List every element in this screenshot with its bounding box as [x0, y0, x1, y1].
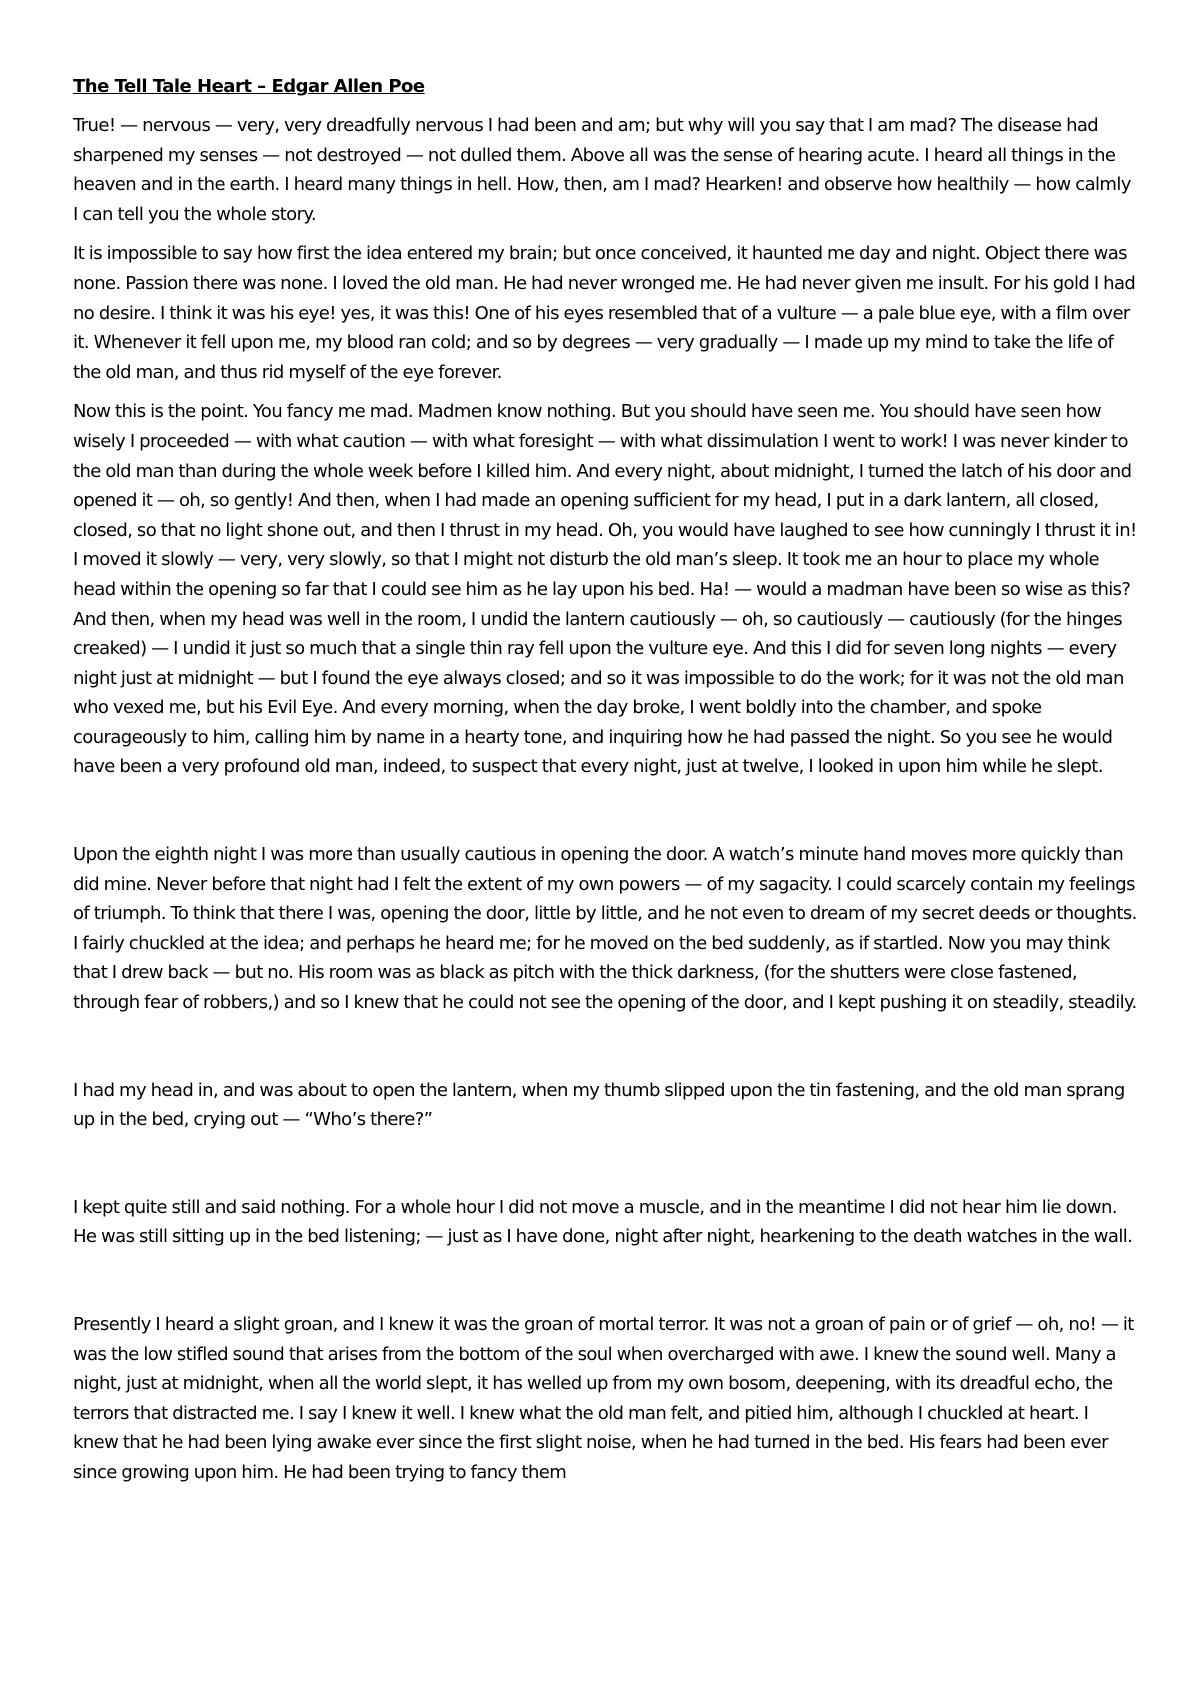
document-body — [73, 72, 1138, 1488]
paragraph-1: True! — nervous — very, very dreadfully nervous I had been and am; but why will you say that I am mad? The disease had sharpened my senses — not destroyed — not dulled them. Above all was the sense of hearing acute. I heard all things in the heaven and in the earth. I heard many things in hell. How, then, am I mad? Hearken! and observe how healthily — how calmly I can tell you the whole story. — [73, 115, 1131, 225]
paragraph-spacer — [73, 1252, 1138, 1310]
paragraph-spacer — [73, 387, 1138, 397]
paragraph-2: It is impossible to say how first the idea entered my brain; but once conceived, it haunted me day and night. Object there was none. Passion there was none. I loved the old man. He had never wronged me. He had never given me insult. For his gold I had no desire. I think it was his eye! yes, it was this! One of his eyes resembled that of a vulture — a pale blue eye, with a film over it. Whenever it fell upon me, my blood ran cold; and so by degrees — very gradually — I made up my mind to take the life of the old man, and thus rid myself of the eye forever. — [73, 243, 1136, 383]
paragraph-spacer — [73, 1135, 1138, 1193]
paragraph-spacer — [73, 229, 1138, 239]
paragraph-spacer — [73, 782, 1138, 840]
document-title: The Tell Tale Heart – Edgar Allen Poe — [73, 76, 425, 97]
paragraph-6: I kept quite still and said nothing. For a whole hour I did not move a muscle, and in the meantime I did not hear him lie down. He was still sitting up in the bed listening; — just as I have done, night after night, hearkening to the death watches in the wall. — [73, 1196, 1133, 1248]
paragraph-7: Presently I heard a slight groan, and I knew it was the groan of mortal terror. It was not a groan of pain or of grief — oh, no! — it was the low stifled sound that arises from the bottom of the soul when overcharged with awe. I knew the sound well. Many a night, just at midnight, when all the world slept, it has welled up from my own bosom, deepening, with its dreadful echo, the terrors that distracted me. I say I knew it well. I knew what the old man felt, and pitied him, although I chuckled at heart. I knew that he had been lying awake ever since the first slight noise, when he had turned in the bed. His fears had been ever since growing upon him. He had been trying to fancy them — [73, 1314, 1134, 1483]
paragraph-spacer — [73, 1018, 1138, 1076]
paragraph-4: Upon the eighth night I was more than usually cautious in opening the door. A watch’s minute hand moves more quickly than did mine. Never before that night had I felt the extent of my own powers — of my sagacity. I could scarcely contain my feelings of triumph. To think that there I was, opening the door, little by little, and he not even to dream of my secret deeds or thoughts. I fairly chuckled at the idea; and perhaps he heard me; for he moved on the bed suddenly, as if startled. Now you may think that I drew back — but no. His room was as black as pitch with the thick darkness, (for the shutters were close fastened, through fear of robbers,) and so I knew that he could not see the opening of the door, and I kept pushing it on steadily, steadily. — [73, 844, 1137, 1014]
paragraph-3: Now this is the point. You fancy me mad. Madmen know nothing. But you should have seen me. You should have seen how wisely I proceeded — with what caution — with what foresight — with what dissimulation I went to work! I was never kinder to the old man than during the whole week before I killed him. And every night, about midnight, I turned the latch of his door and opened it — oh, so gently! And then, when I had made an opening sufficient for my head, I put in a dark lantern, all closed, closed, so that no light shone out, and then I thrust in my head. Oh, you would have laughed to see how cunningly I thrust it in! I moved it slowly — very, very slowly, so that I might not disturb the old man’s sleep. It took me an hour to place my whole head within the opening so far that I could see him as he lay upon his bed. Ha! — would a madman have been so wise as this? And then, when my head was well in the room, I undid the lantern cautiously — oh, so cautiously — cautiously (for the hinges creaked) — I undid it just so much that a single thin ray fell upon the vulture eye. And this I did for seven long nights — every night just at midnight — but I found the eye always closed; and so it was impossible to do the work; for it was not the old man who vexed me, but his Evil Eye. And every morning, when the day broke, I went boldly into the chamber, and spoke courageously to him, calling him by name in a hearty tone, and inquiring how he had passed the night. So you see he would have been a very profound old man, indeed, to suspect that every night, just at twelve, I looked in upon him while he slept. — [73, 401, 1137, 778]
paragraph-5: I had my head in, and was about to open the lantern, when my thumb slipped upon the tin fastening, and the old man sprang up in the bed, crying out — “Who’s there?” — [73, 1079, 1125, 1131]
